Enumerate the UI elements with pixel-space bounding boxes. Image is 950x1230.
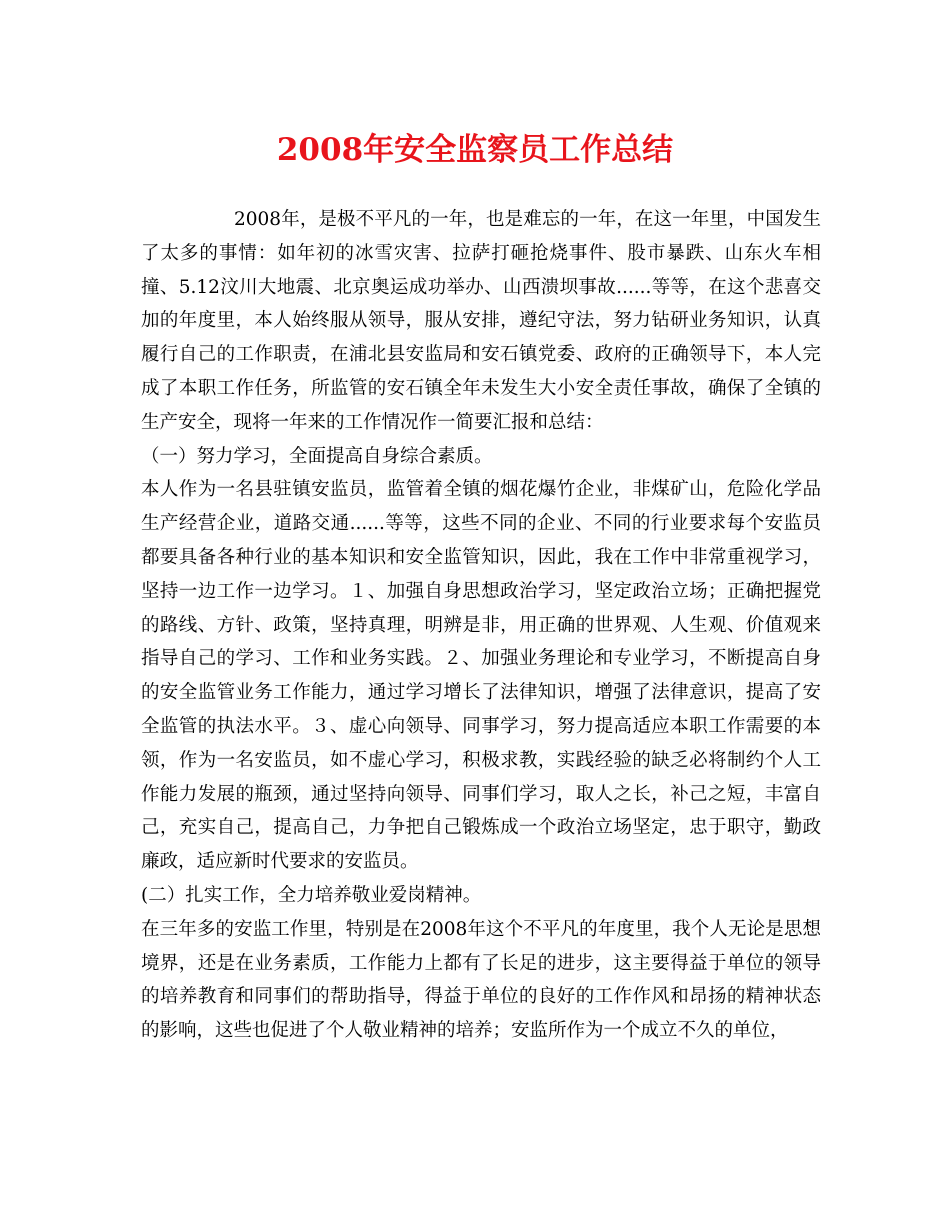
section-2-paragraph: 在三年多的安监工作里，特别是在2008年这个不平凡的年度里，我个人无论是思想境界，还是在业务素质，工作能力上都有了长足的进步，这主要得益于单位的领导的培养教育和同事们的帮助指导，得益于单位的良好的工作作风和昂扬的精神状态的影响，这些也促进了个人敬业精神的培养；安监所作为一个成立不久的单位， xyxy=(141,918,821,1042)
section-1-paragraph: 本人作为一名县驻镇安监员，监管着全镇的烟花爆竹企业，非煤矿山，危险化学品生产经营企业，道路交通......等等，这些不同的企业、不同的行业要求每个安监员都要具备各种行业的基本知识和安全监管知识，因此，我在工作中非常重视学习，坚持一边工作一边学习。１、加强自身思想政治学习，坚定政治立场；正确把握党的路线、方针、政策，坚持真理，明辨是非，用正确的世界观、人生观、价值观来指导自己的学习、工作和业务实践。２、加强业务理论和专业学习，不断提高自身的安全监管业务工作能力，通过学习增长了法律知识，增强了法律意识，提高了安全监管的执法水平。３、虚心向领导、同事学习，努力提高适应本职工作需要的本领，作为一名安监员，如不虚心学习，积极求教，实践经验的缺乏必将制约个人工作能力发展的瓶颈，通过坚持向领导、同事们学习，取人之长，补己之短，丰富自己，充实自己，提高自己，力争把自己锻炼成一个政治立场坚定，忠于职守，勤政廉政，适应新时代要求的安监员。 xyxy=(141,479,821,873)
intro-paragraph: 2008年，是极不平凡的一年，也是难忘的一年，在这一年里，中国发生了太多的事情：如年初的冰雪灾害、拉萨打砸抢烧事件、股市暴跌、山东火车相撞、5.12汶川大地震、北京奥运成功举办、山西溃坝事故......等等，在这个悲喜交加的年度里，本人始终服从领导，服从安排，遵纪守法，努力钻研业务知识，认真履行自己的工作职责，在浦北县安监局和安石镇党委、政府的正确领导下，本人完成了本职工作任务，所监管的安石镇全年未发生大小安全责任事故，确保了全镇的生产安全，现将一年来的工作情况作一简要汇报和总结： xyxy=(141,209,821,433)
section-heading-2: (二）扎实工作，全力培养敬业爱岗精神。 xyxy=(141,884,482,906)
document-body xyxy=(141,203,821,1048)
document-title: 2008年安全监察员工作总结 xyxy=(276,132,674,168)
section-heading-1: （一）努力学习，全面提高自身综合素质。 xyxy=(141,445,493,467)
